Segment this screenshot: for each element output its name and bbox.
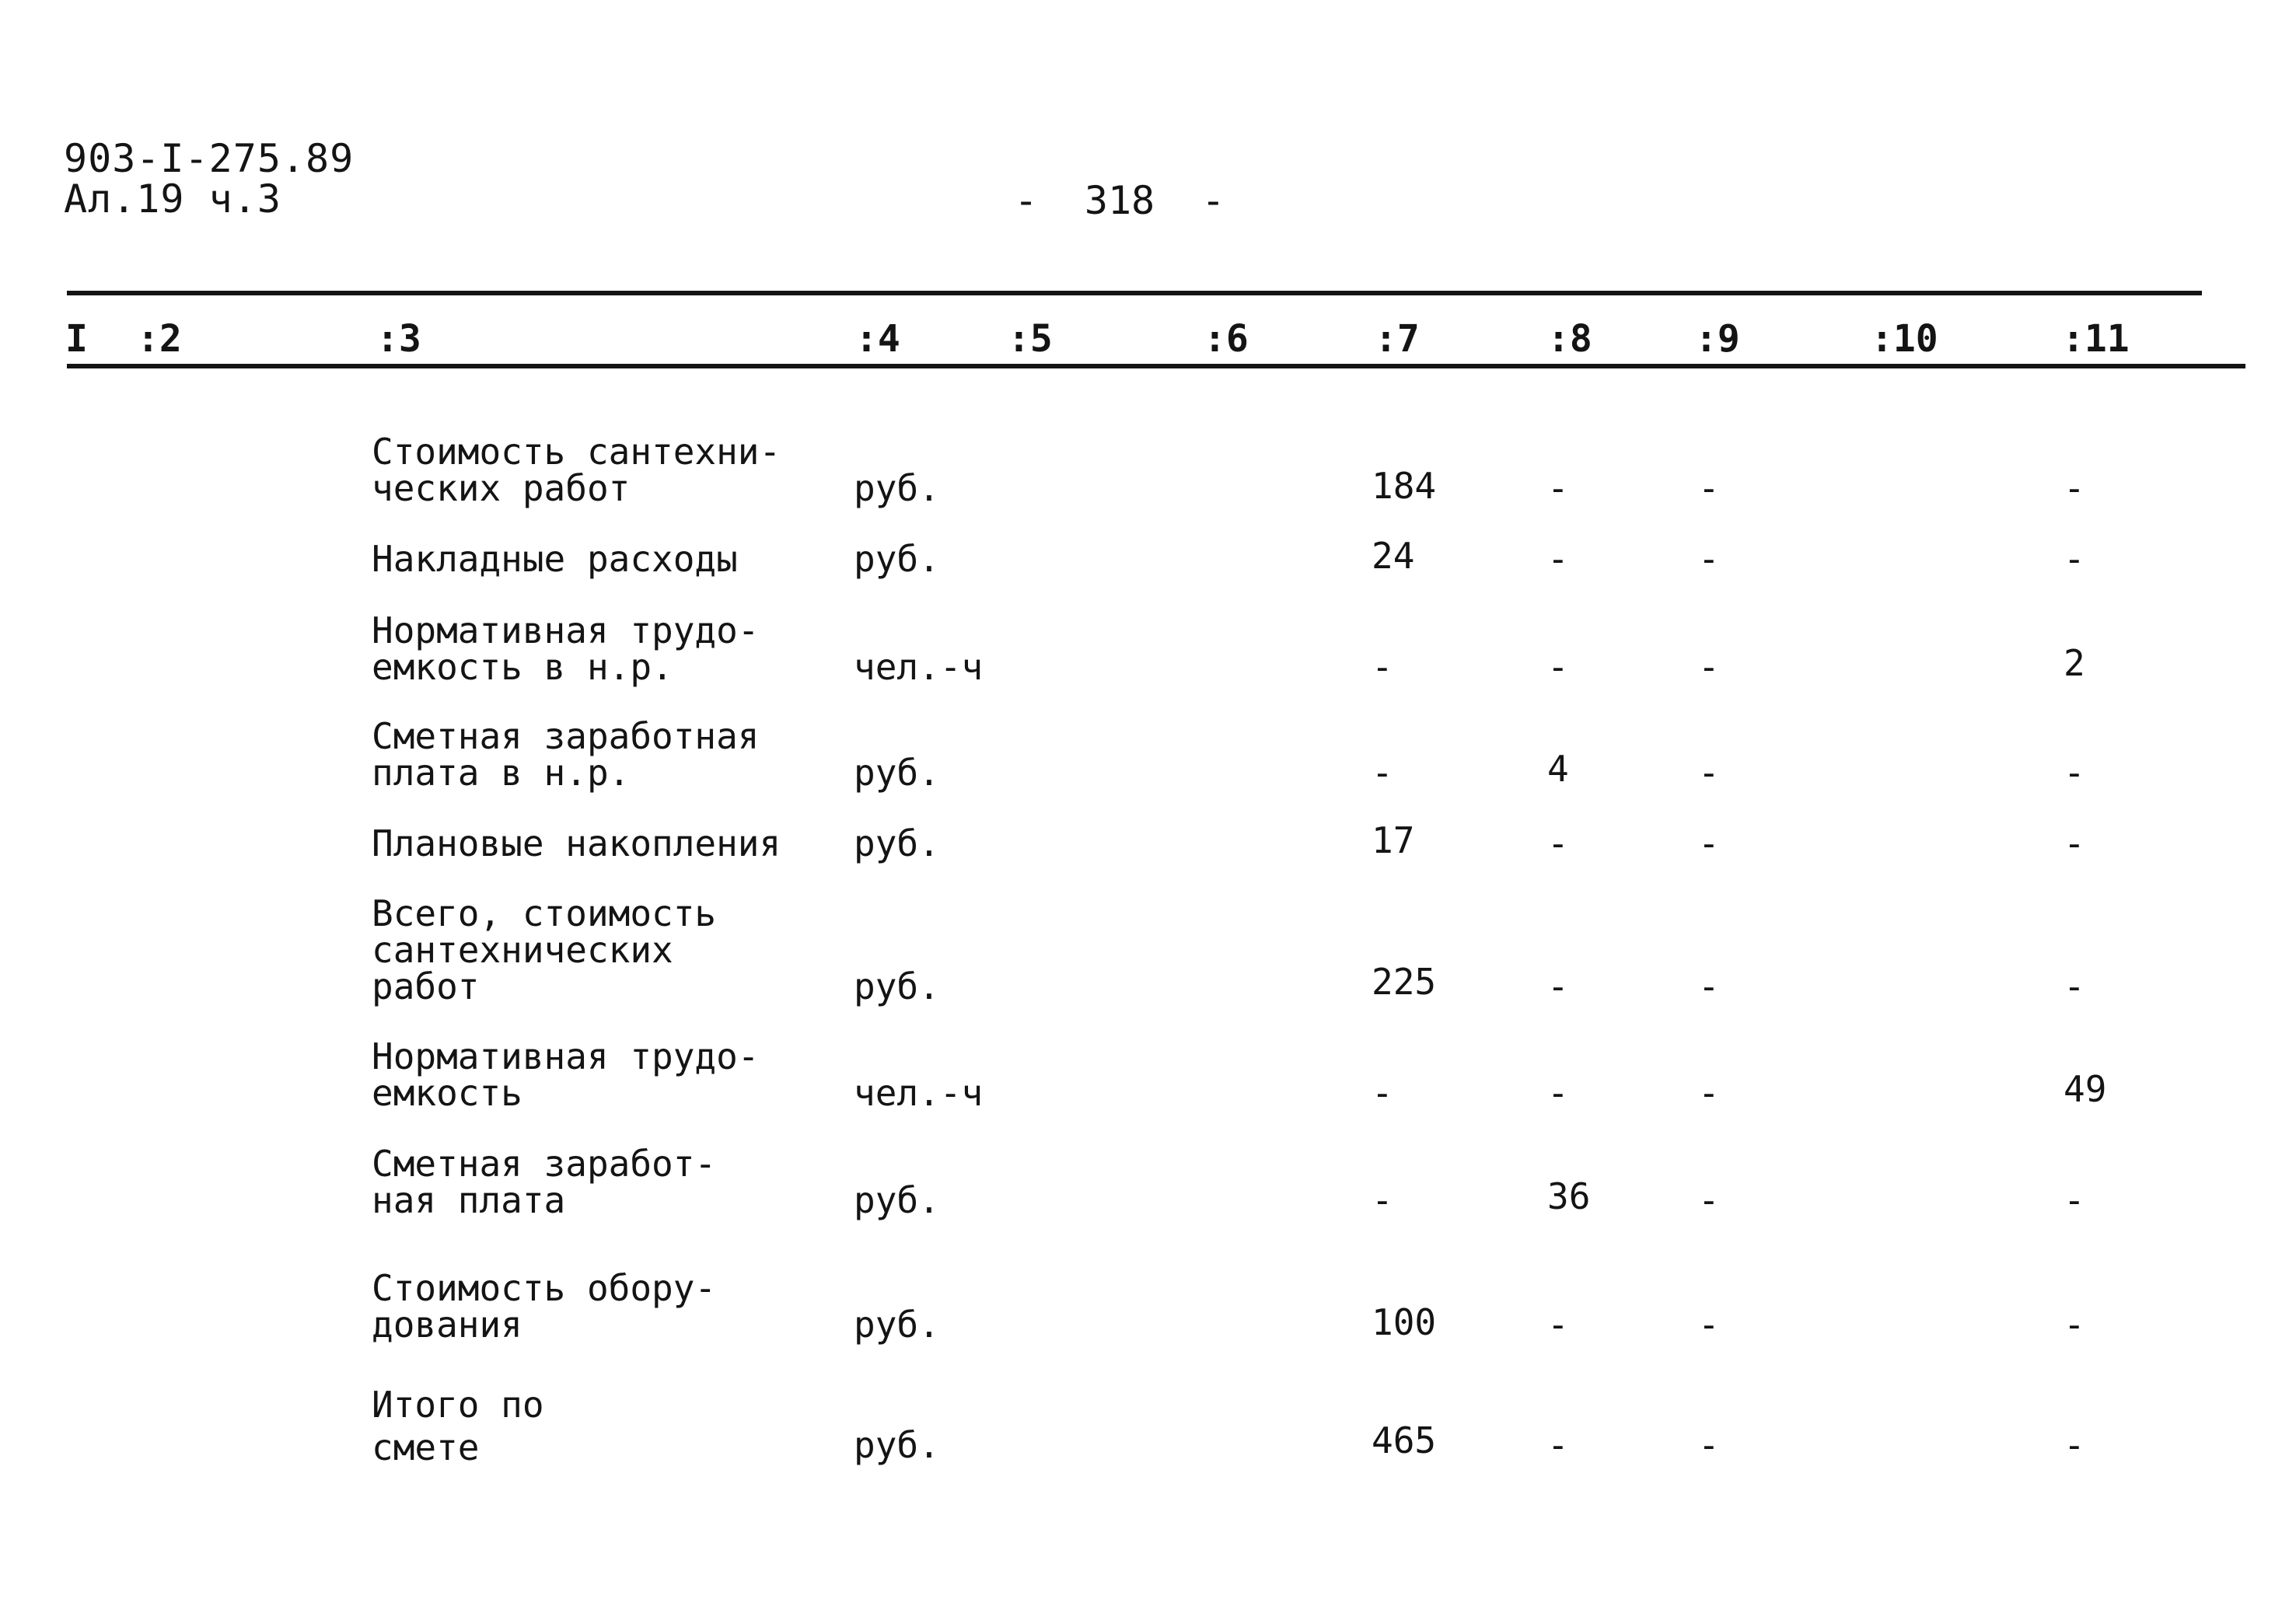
table-header-rule <box>67 364 2245 368</box>
column-header-10: :10 <box>1871 317 1938 361</box>
row-value-col9: - <box>1698 646 1720 688</box>
row-value-col7: - <box>1372 752 1393 794</box>
row-value-col11: - <box>2064 467 2085 509</box>
row-value-col7: 17 <box>1372 819 1415 861</box>
row-value-col9: - <box>1698 822 1720 864</box>
column-header-1: I <box>65 317 88 361</box>
row-value-col7: 465 <box>1372 1419 1437 1461</box>
row-value-col8: - <box>1547 1072 1569 1114</box>
document-code-line1: 903-I-275.89 <box>64 136 355 181</box>
table-top-rule <box>67 291 2202 295</box>
document-code-line2: Ал.19 ч.3 <box>64 176 281 222</box>
row-value-col9: - <box>1698 752 1720 794</box>
row-label: Всего, стоимость сантехнических работ <box>372 892 717 1007</box>
row-value-col11: - <box>2064 538 2085 580</box>
row-unit: чел.-ч <box>854 646 984 688</box>
row-value-col8: 4 <box>1547 748 1569 790</box>
document-code <box>64 136 355 222</box>
row-value-col9: - <box>1698 1424 1720 1466</box>
row-value-col9: - <box>1698 467 1720 509</box>
row-value-col8: - <box>1547 965 1569 1007</box>
column-header-6: :6 <box>1204 317 1249 361</box>
column-header-3: :3 <box>376 317 421 361</box>
row-value-col9: - <box>1698 1179 1720 1221</box>
row-unit: чел.-ч <box>854 1072 984 1114</box>
row-value-col11: 49 <box>2064 1068 2107 1110</box>
row-value-col7: 100 <box>1372 1301 1437 1343</box>
row-value-col9: - <box>1698 538 1720 580</box>
row-unit: руб. <box>854 538 940 580</box>
row-label: Стоимость обору- дования <box>372 1267 717 1346</box>
row-unit: руб. <box>854 1179 940 1221</box>
row-value-col8: - <box>1547 646 1569 688</box>
row-value-col11: - <box>2064 1424 2085 1466</box>
row-unit: руб. <box>854 822 940 864</box>
row-unit: руб. <box>854 965 940 1007</box>
row-label: Сметная заработ- ная плата <box>372 1143 717 1221</box>
column-header-2: :2 <box>137 317 182 361</box>
row-value-col7: 184 <box>1372 465 1437 507</box>
column-header-9: :9 <box>1695 317 1740 361</box>
column-header-row <box>0 317 2296 364</box>
row-label: Плановые накопления <box>372 822 781 864</box>
row-value-col8: - <box>1547 822 1569 864</box>
row-label: Стоимость сантехни- ческих работ <box>372 431 781 509</box>
column-header-7: :7 <box>1375 317 1420 361</box>
column-header-5: :5 <box>1008 317 1053 361</box>
column-header-4: :4 <box>855 317 900 361</box>
row-label: Накладные расходы <box>372 538 738 580</box>
row-value-col7: - <box>1372 1072 1393 1114</box>
row-value-col11: - <box>2064 965 2085 1007</box>
row-label: Нормативная трудо- емкость <box>372 1035 760 1114</box>
row-value-col7: - <box>1372 646 1393 688</box>
row-value-col11: - <box>2064 822 2085 864</box>
page-number: - 318 - <box>1014 178 1225 223</box>
row-unit: руб. <box>854 1304 940 1346</box>
row-value-col8: - <box>1547 538 1569 580</box>
row-unit: руб. <box>854 752 940 794</box>
row-value-col9: - <box>1698 1304 1720 1346</box>
row-value-col8: - <box>1547 1304 1569 1346</box>
row-value-col9: - <box>1698 1072 1720 1114</box>
row-value-col11: 2 <box>2064 642 2085 684</box>
column-header-8: :8 <box>1547 317 1592 361</box>
row-value-col7: 225 <box>1372 961 1437 1003</box>
row-value-col7: - <box>1372 1179 1393 1221</box>
row-label: Нормативная трудо- емкость в н.р. <box>372 609 760 688</box>
row-unit: руб. <box>854 467 940 509</box>
row-value-col9: - <box>1698 965 1720 1007</box>
row-value-col8: - <box>1547 467 1569 509</box>
column-header-11: :11 <box>2062 317 2130 361</box>
row-label: Итого по смете <box>372 1384 544 1468</box>
row-value-col8: - <box>1547 1424 1569 1466</box>
row-value-col8: 36 <box>1547 1175 1591 1217</box>
row-label: Сметная заработная плата в н.р. <box>372 715 760 794</box>
row-value-col11: - <box>2064 1304 2085 1346</box>
row-value-col11: - <box>2064 1179 2085 1221</box>
row-value-col7: 24 <box>1372 535 1415 577</box>
row-value-col11: - <box>2064 752 2085 794</box>
row-unit: руб. <box>854 1424 940 1466</box>
